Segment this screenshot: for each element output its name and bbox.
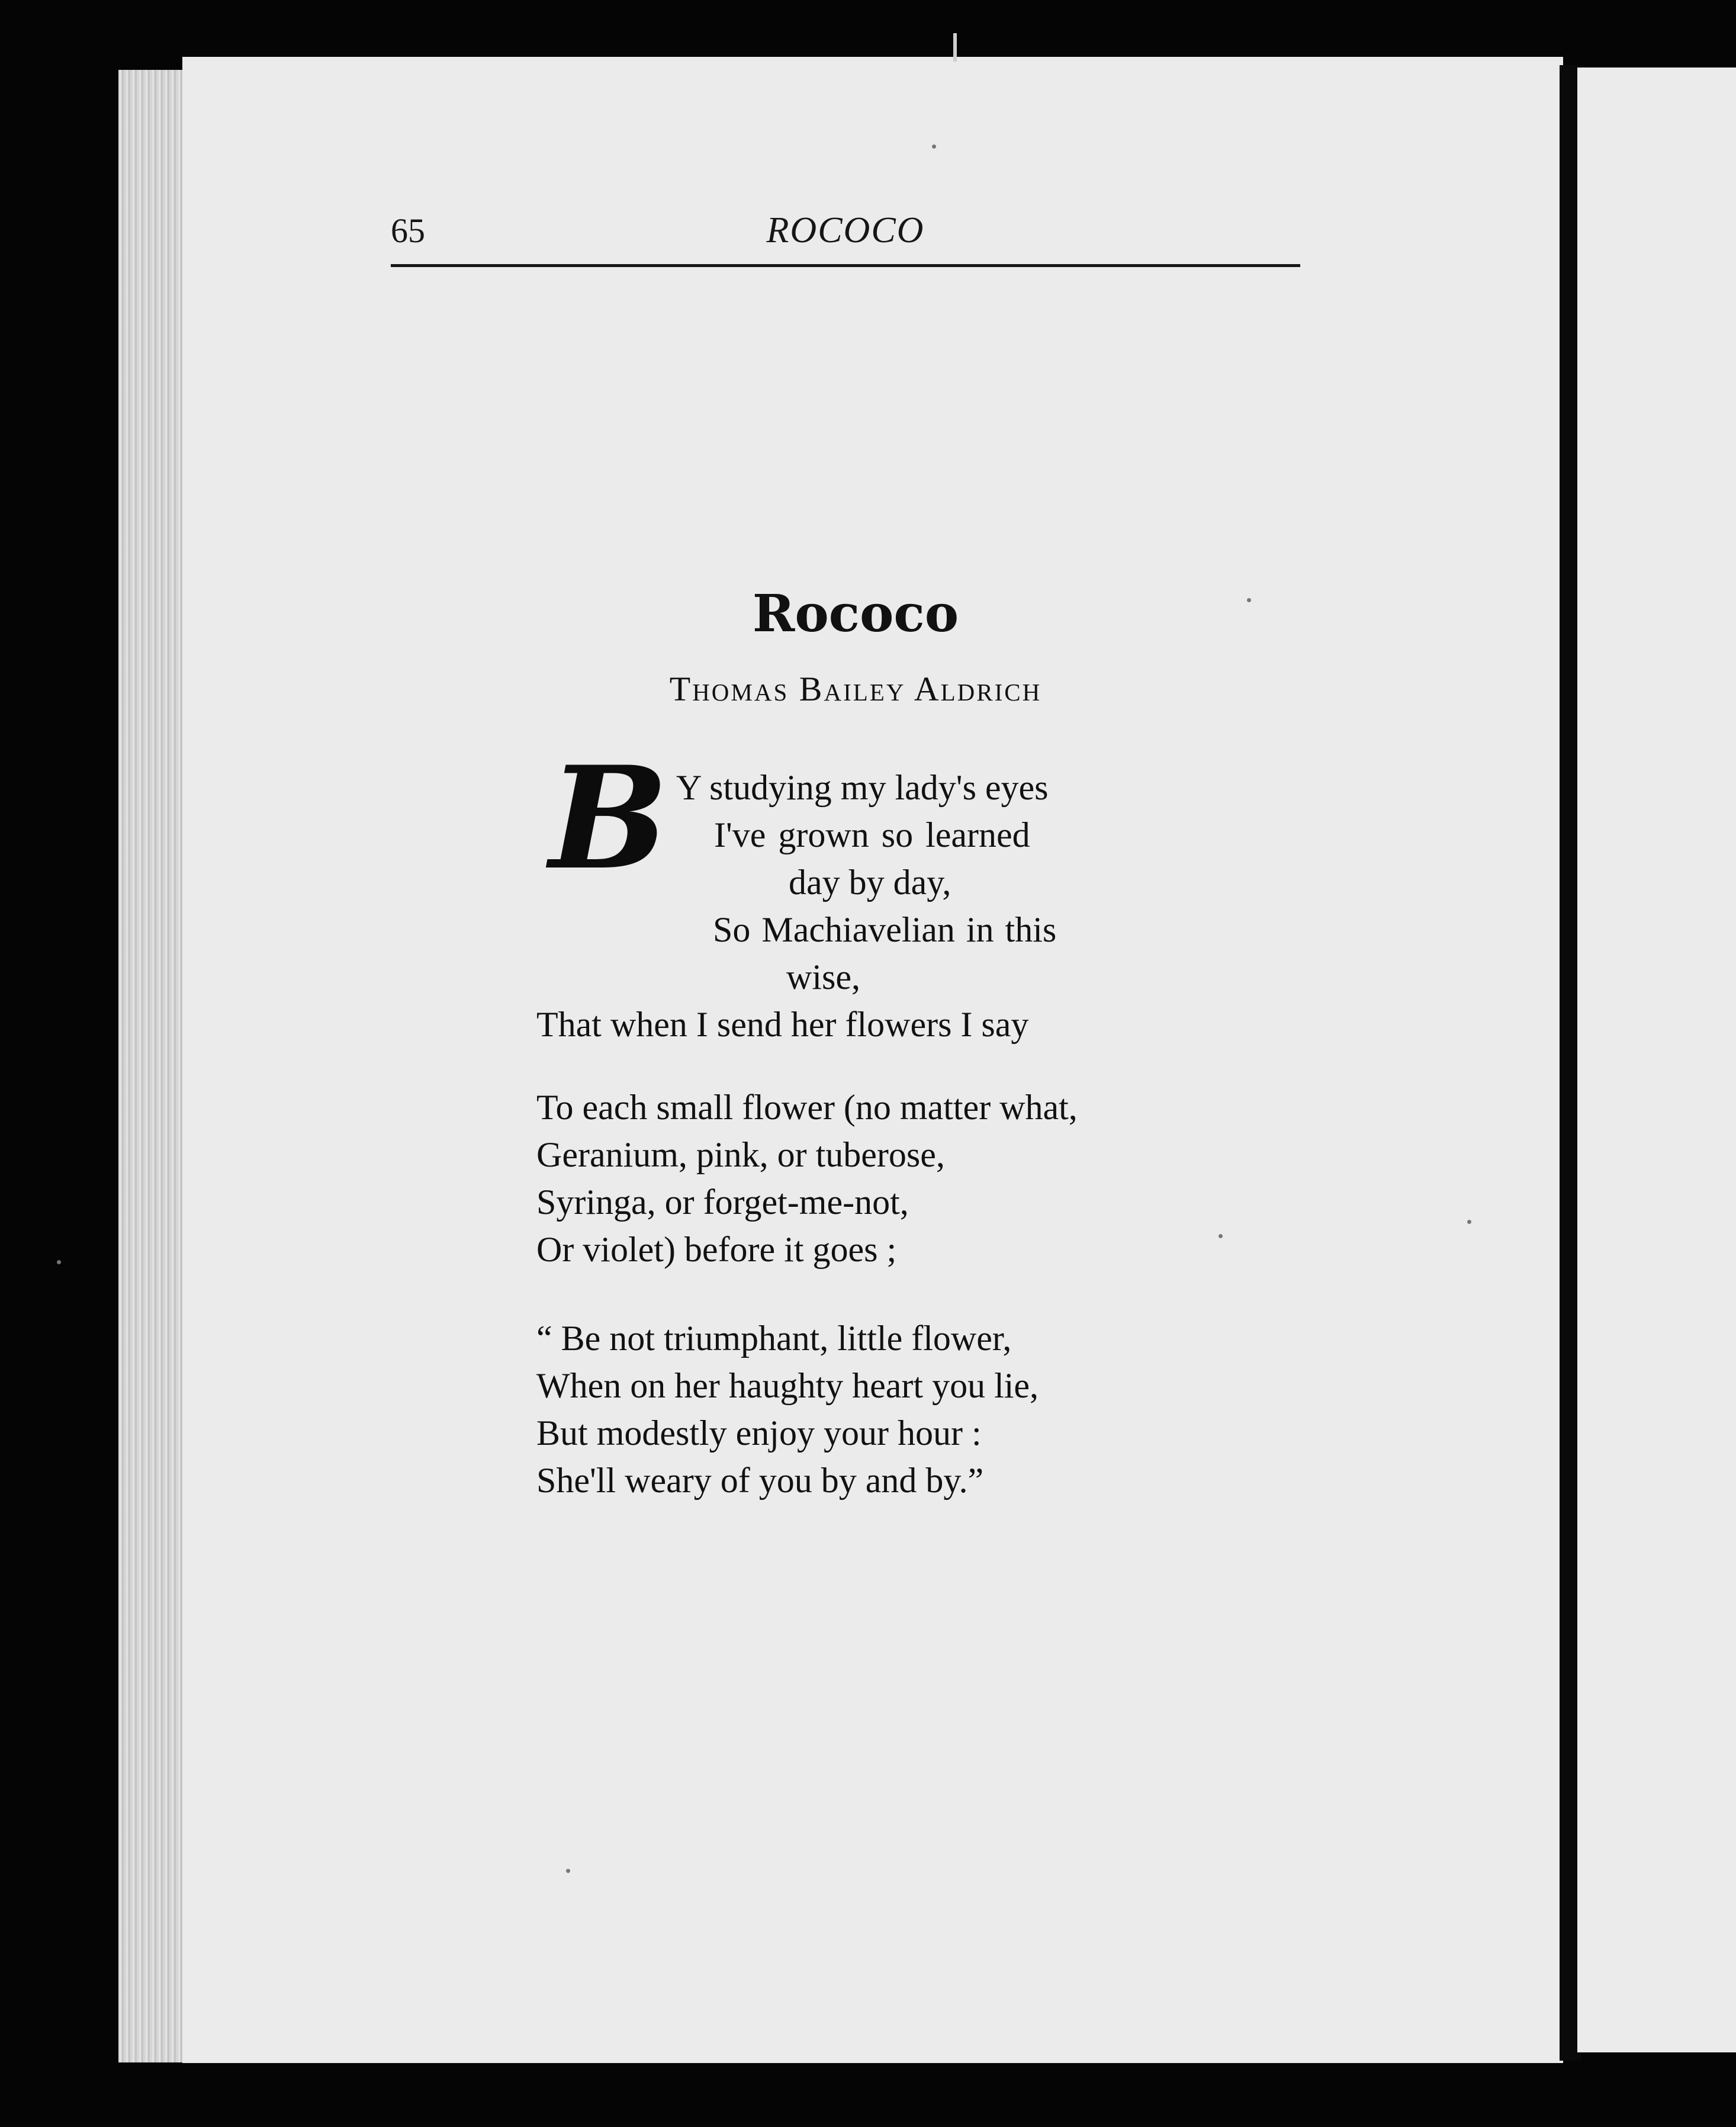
book-page <box>182 57 1563 2063</box>
book-page-edges <box>118 70 189 2062</box>
scan-speck <box>1219 1234 1223 1238</box>
scan-speck <box>1247 598 1251 602</box>
scan-speck <box>1467 1220 1471 1224</box>
poem-line: “ Be not triumphant, little flower, <box>536 1319 1012 1358</box>
poem-line: Geranium, pink, or tuberose, <box>536 1135 945 1174</box>
poem-line: day by day, <box>789 863 951 902</box>
drop-cap: B <box>549 736 668 901</box>
poem-line: But modestly enjoy your hour : <box>536 1413 982 1453</box>
poem-line: wise, <box>786 958 860 997</box>
poem-line: To each small flower (no matter what, <box>536 1088 1078 1127</box>
poem-line: She'll weary of you by and by.” <box>536 1461 984 1500</box>
running-title: ROCOCO <box>766 210 925 250</box>
facing-page <box>1577 68 1736 2052</box>
poem-line: I've grown so learned <box>714 815 1030 854</box>
scan-mark <box>953 33 957 62</box>
page-number: 65 <box>391 211 425 250</box>
poem-line: Or violet) before it goes ; <box>536 1230 897 1269</box>
poem-line: When on her haughty heart you lie, <box>536 1366 1039 1405</box>
poem-line: Y studying my lady's eyes <box>676 768 1049 807</box>
scan-speck <box>932 144 936 149</box>
poem-line: So Machiavelian in this <box>713 910 1057 949</box>
poem-title: Rococo <box>752 584 959 644</box>
scan-speck <box>57 1260 61 1264</box>
running-head <box>391 201 1300 278</box>
header-rule <box>391 264 1300 267</box>
poem-author: Thomas Bailey Aldrich <box>669 670 1042 708</box>
scan-speck <box>566 1869 570 1873</box>
poem-line: That when I send her flowers I say <box>536 1005 1029 1044</box>
poem-line: Syringa, or forget-me-not, <box>536 1183 909 1222</box>
